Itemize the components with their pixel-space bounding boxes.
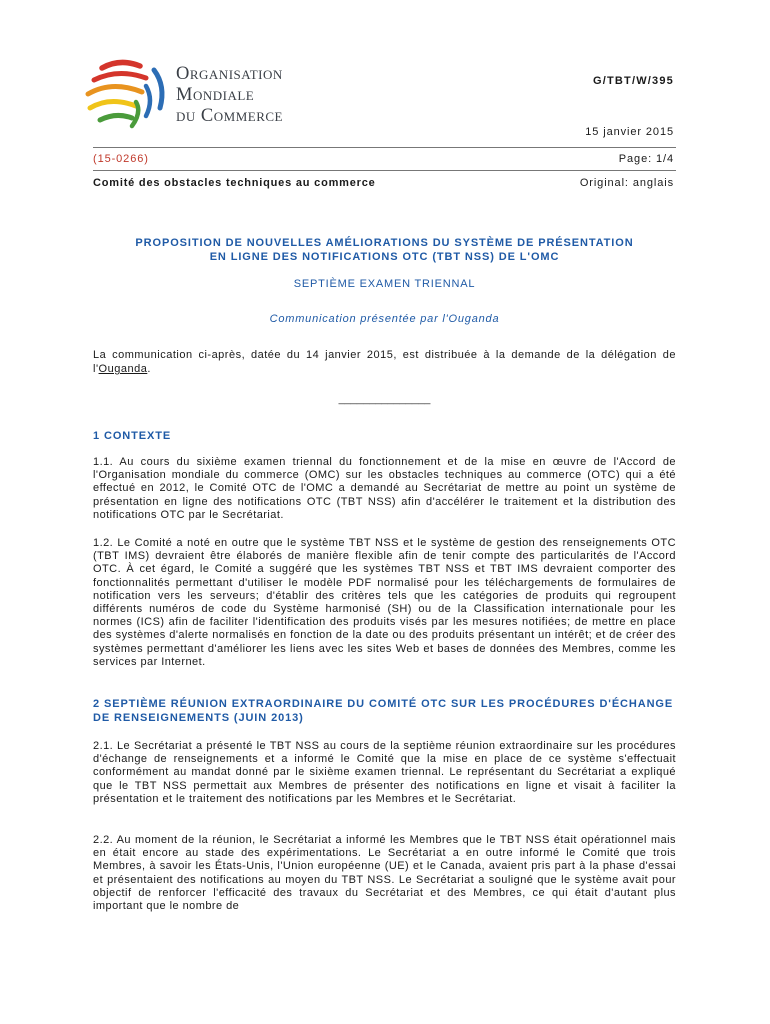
section-1-heading: 1 CONTEXTE [93, 430, 172, 442]
header-divider-bottom [93, 170, 676, 171]
paragraph-2-2: 2.2. Au moment de la réunion, le Secrétariat a informé les Membres que le TBT NSS était opérationnel mais en était encore au stade des expérimentations. Le Secrétariat a en outre informé le Comité que trois Membres, à savoir les États-Unis, l'Union européenne (UE) et le Canada, avaient pris part à la phase d'essai et présentaient des notifications au moyen du TBT NSS. Le Secrétariat a souligné que le système avait pour objectif de renforcer l'efficacité des travaux du Secrétariat et des Membres, ce qui était d'autant plus important que le nombre de [93, 834, 676, 913]
paragraph-1-1: 1.1. Au cours du sixième examen triennal du fonctionnement et de la mise en œuvre de l'Accord de l'Organisation mondiale du commerce (OMC) sur les obstacles techniques au commerce (OTC) qui a été effectué en 2012, le Comité OTC de l'OMC a demandé au Secrétariat de mettre au point un système de présentation en ligne des notifications OTC (TBT NSS) afin d'accélérer le traitement et la distribution des notifications OTC par le Secrétariat. [93, 456, 676, 521]
wto-logo-icon [80, 56, 180, 134]
original-language: Original: anglais [579, 177, 674, 189]
header-divider-top [93, 147, 676, 148]
committee-name: Comité des obstacles techniques au commerce [93, 177, 376, 189]
title-line-1: PROPOSITION DE NOUVELLES AMÉLIORATIONS DU SYSTÈME DE PRÉSENTATION [135, 237, 634, 249]
communication-line: Communication présentée par l'Ouganda [269, 313, 500, 325]
paragraph-1-2: 1.2. Le Comité a noté en outre que le système TBT NSS et le système de gestion des renseignements OTC (TBT IMS) devraient être élaborés de manière flexible afin de tenir compte des particularités de l'Accord OTC. À cet égard, le Comité a suggéré que les systèmes TBT NSS et TBT IMS devraient comporter des fonctionnalités permettant d'utiliser le modèle PDF normalisé pour les téléchargements de formulaires de notification vers les serveurs; d'établir des critères tels que les catégories de produits qui regroupent différents numéros de code du Système harmonisé (SH) ou de la Classification internationale pour les normes (ICS) afin de faciliter l'identification des produits visés par les mesures notifiées; de mettre en place des systèmes d'alerte normalisés en fonction de la date ou des produits présentant un intérêt; et de créer des systèmes permettant d'améliorer les liens avec les sites Web et bases de données des Membres, comme les services par Internet. [93, 537, 676, 668]
page-number: Page: 1/4 [618, 153, 674, 165]
title-line-2: EN LIGNE DES NOTIFICATIONS OTC (TBT NSS) DE L'OMC [209, 251, 560, 263]
document-title [93, 236, 676, 264]
paragraph-2-1: 2.1. Le Secrétariat a présenté le TBT NSS au cours de la septième réunion extraordinaire sur les procédures d'échange de renseignements et a informé le Comité que la mise en place de ce système s'effectuait conformément au mandat donné par le sixième examen triennal. Le représentant du Secrétariat a expliqué que le TBT NSS permettait aux Membres de présenter des notifications en ligne et visait à faciliter la présentation et le traitement des notifications par les Membres et le Secrétariat. [93, 740, 676, 805]
org-name-line-3: du Commerce [176, 106, 283, 126]
intro-text-end: . [147, 363, 151, 375]
section-2-heading: 2 SEPTIÈME RÉUNION EXTRAORDINAIRE DU COMITÉ OTC SUR LES PROCÉDURES D'ÉCHANGE DE RENSEIGNEMENTS (JUIN 2013) [93, 698, 674, 724]
separator-line: _______________ [338, 393, 431, 405]
delegation-link[interactable]: Ouganda [98, 363, 148, 375]
intro-text: La communication ci-après, datée du 14 janvier 2015, est distribuée à la demande de la délégation de l' [93, 349, 676, 375]
document-subtitle: SEPTIÈME EXAMEN TRIENNAL [293, 278, 476, 290]
document-date: 15 janvier 2015 [585, 126, 674, 138]
org-name-line-2: Mondiale [176, 85, 255, 105]
document-number: (15-0266) [93, 153, 149, 165]
intro-paragraph [93, 348, 676, 376]
document-symbol: G/TBT/W/395 [592, 75, 674, 87]
organization-name [176, 64, 283, 127]
org-name-line-1: Organisation [176, 64, 283, 84]
